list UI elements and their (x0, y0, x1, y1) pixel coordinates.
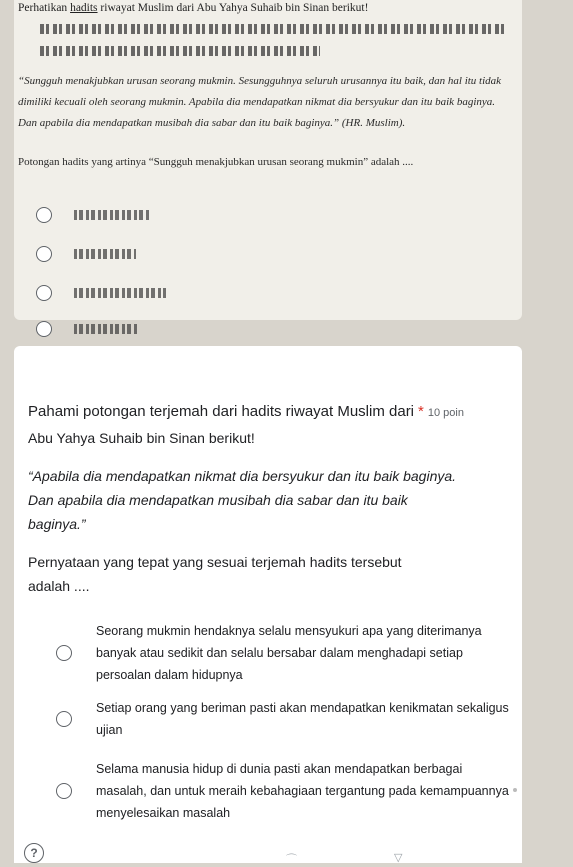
scan-title (18, 2, 368, 14)
scan-option-2[interactable] (36, 246, 136, 262)
arabic-option-text (74, 210, 150, 220)
required-mark: * (418, 403, 424, 420)
radio-button[interactable] (56, 645, 72, 661)
radio-button[interactable] (36, 207, 52, 223)
question-subtitle: Abu Yahya Suhaib bin Sinan berikut! (28, 430, 255, 446)
decorative-dot (513, 788, 517, 792)
scan-title-rest: riwayat Muslim dari Abu Yahya Suhaib bin Sinan berikut! (100, 2, 369, 14)
radio-button[interactable] (36, 285, 52, 301)
arabic-text-line-2 (40, 46, 320, 56)
answer-option-1[interactable] (56, 620, 511, 686)
question-prompt: Pernyataan yang tepat yang sesuai terjemah hadits tersebut adalah .... (28, 554, 402, 594)
question-title (28, 400, 498, 425)
answer-option-2[interactable] (56, 697, 511, 741)
answer-option-3[interactable] (56, 758, 511, 824)
answer-option-label: Seorang mukmin hendaknya selalu mensyukuri apa yang diterimanya banyak atau sedikit dan selalu bersabar dalam menghadapi setiap persoalan dalam hidupnya (96, 624, 482, 682)
scan-title-link: hadits (70, 2, 98, 14)
arabic-option-text (74, 288, 166, 298)
points-label: 10 poin (427, 407, 464, 419)
scan-option-1[interactable] (36, 207, 150, 223)
radio-button[interactable] (56, 711, 72, 727)
radio-button[interactable] (36, 321, 52, 337)
hadith-translation: “Sungguh menakjubkan urusan seorang mukmin. Sesungguhnya seluruh urusannya itu baik, dan hal itu tidak dimiliki kecuali oleh seorang mukmin. Apabila dia mendapatkan nikmat dia bersyukur dan itu baik baginya. Dan apabila dia mendapatkan musibah dia sabar dan itu baik baginya.” (HR. Muslim). (18, 75, 502, 129)
question-title-text: Pahami potongan terjemah dari hadits riwayat Muslim dari (28, 403, 415, 420)
scan-option-4[interactable] (36, 321, 138, 337)
radio-button[interactable] (36, 246, 52, 262)
chevron-down-icon: ▽ (394, 852, 403, 864)
radio-button[interactable] (56, 783, 72, 799)
scan-option-3[interactable] (36, 285, 166, 301)
answer-option-label: Selama manusia hidup di dunia pasti akan mendapatkan berbagai masalah, dan untuk meraih kebahagiaan tergantung pada kemampuannya menyelesaikan masalah (96, 762, 509, 820)
hadith-quote: “Apabila dia mendapatkan nikmat dia bersyukur dan itu baik baginya. Dan apabila dia mendapatkan musibah dia sabar dan itu baik baginya.” (28, 468, 457, 532)
scan-question-text: Potongan hadits yang artinya “Sungguh menakjubkan urusan seorang mukmin” adalah .... (18, 156, 414, 168)
answer-option-label: Setiap orang yang beriman pasti akan mendapatkan kenikmatan sekaligus ujian (96, 701, 509, 737)
bottom-arc-icon: ⌒ (286, 854, 297, 866)
arabic-option-text (74, 324, 138, 334)
arabic-text-line-1 (40, 24, 508, 34)
help-icon[interactable]: ? (24, 843, 44, 863)
scan-title-prefix: Perhatikan (18, 2, 68, 14)
arabic-option-text (74, 249, 136, 259)
